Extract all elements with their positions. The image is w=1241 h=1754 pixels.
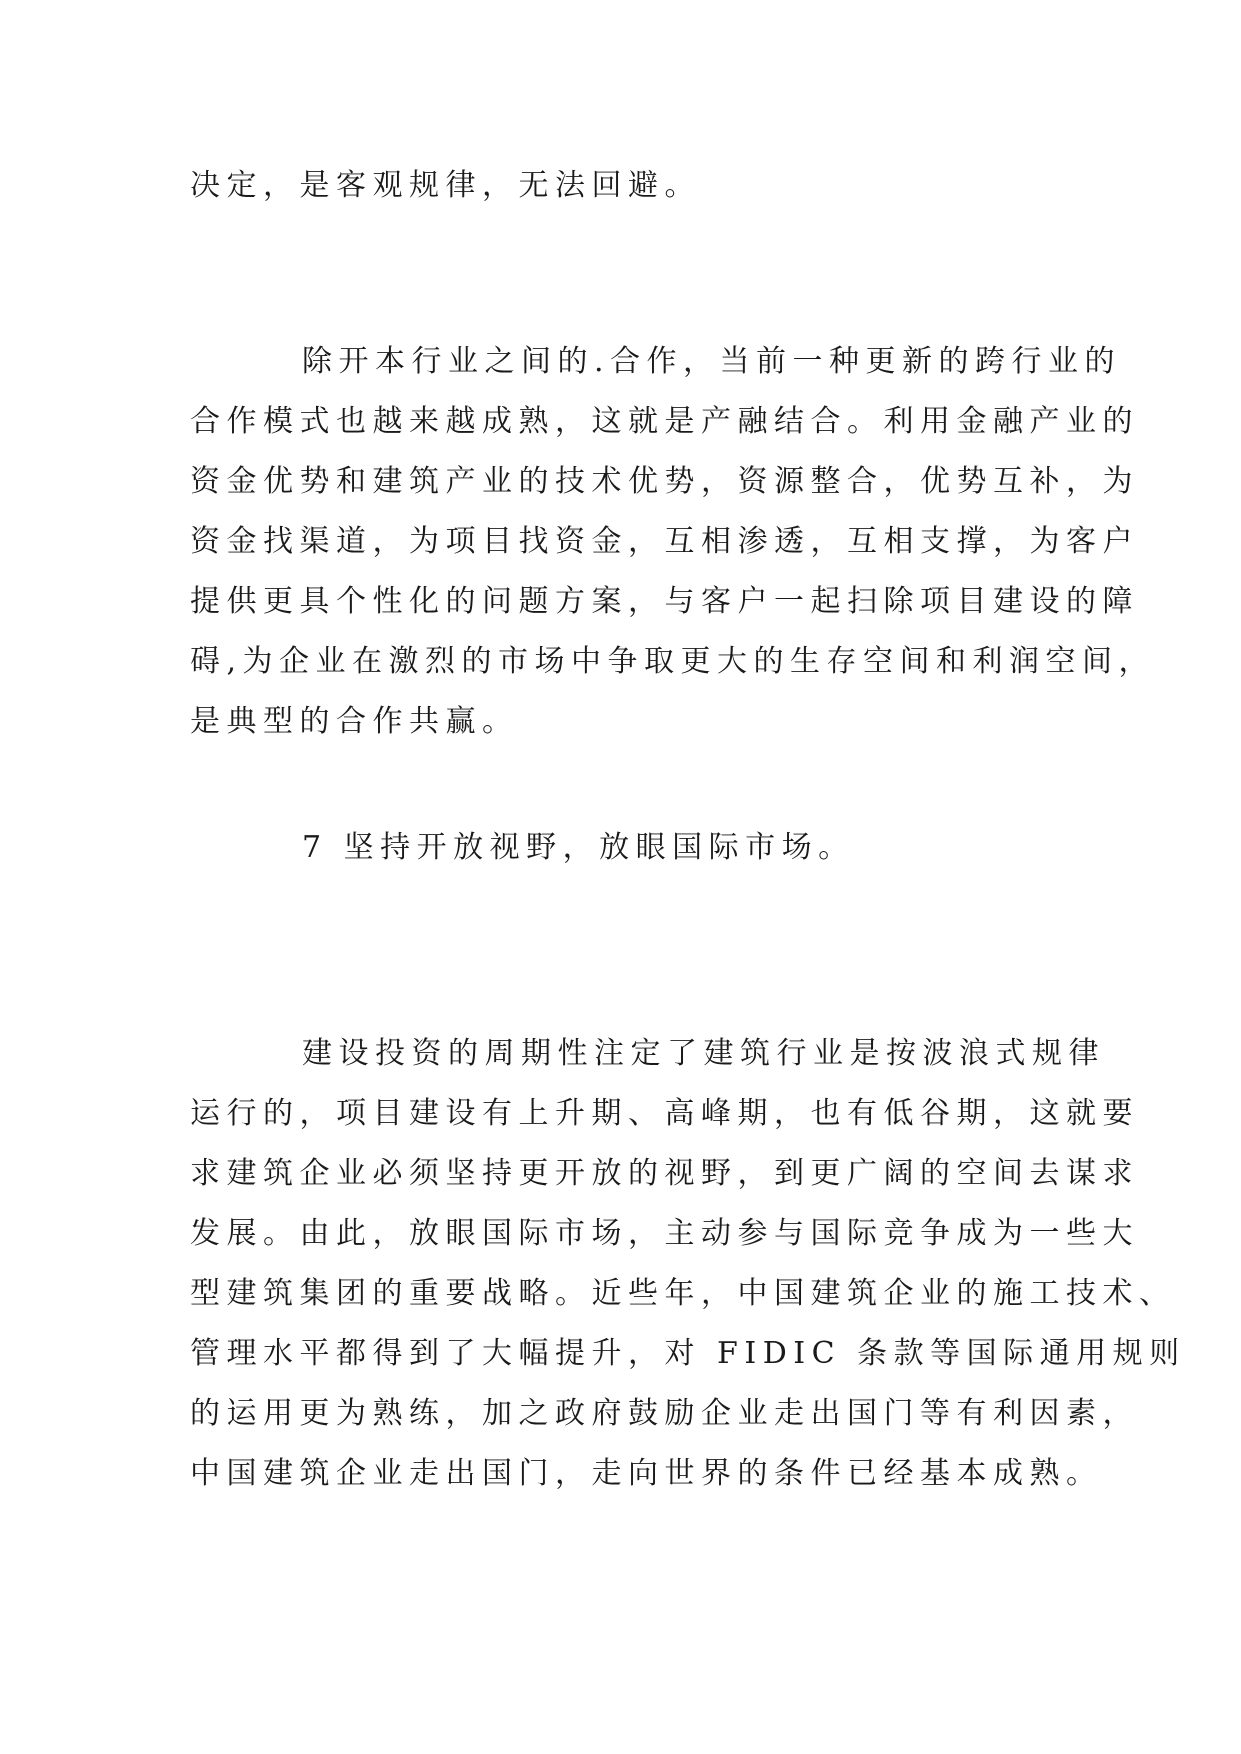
text-line: 决定，是客观规律，无法回避。 [190, 168, 701, 203]
text-line: 管理水平都得到了大幅提升，对 FIDIC 条款等国际通用规则 [190, 1336, 1186, 1371]
text-line: 提供更具个性化的问题方案，与客户一起扫除项目建设的障 [190, 584, 1139, 619]
paragraph-international-market [190, 1024, 1186, 1504]
text-line: 运行的，项目建设有上升期、高峰期，也有低谷期，这就要 [190, 1096, 1139, 1131]
text-line: 资金找渠道，为项目找资金，互相渗透，互相支撑，为客户 [190, 524, 1139, 559]
text-line: 的运用更为熟练，加之政府鼓励企业走出国门等有利因素， [190, 1396, 1139, 1431]
text-line: 发展。由此，放眼国际市场，主动参与国际竞争成为一些大 [190, 1216, 1139, 1251]
text-line: 建设投资的周期性注定了建筑行业是按波浪式规律 [302, 1036, 1105, 1071]
text-line: 求建筑企业必须坚持更开放的视野，到更广阔的空间去谋求 [190, 1156, 1139, 1191]
heading-text: 7 坚持开放视野，放眼国际市场。 [302, 830, 855, 865]
text-line: 合作模式也越来越成熟，这就是产融结合。利用金融产业的 [190, 404, 1139, 439]
text-line: 除开本行业之间的.合作，当前一种更新的跨行业的 [302, 344, 1122, 379]
paragraph-continuation [190, 156, 1070, 216]
section-heading [190, 818, 1070, 878]
text-line: 型建筑集团的重要战略。近些年，中国建筑企业的施工技术、 [190, 1276, 1176, 1311]
text-line: 资金优势和建筑产业的技术优势，资源整合，优势互补，为 [190, 464, 1139, 499]
paragraph-industry-finance-cooperation [190, 332, 1156, 752]
text-line: 中国建筑企业走出国门，走向世界的条件已经基本成熟。 [190, 1456, 1103, 1491]
text-line: 碍,为企业在激烈的市场中争取更大的生存空间和利润空间， [190, 644, 1156, 679]
text-line: 是典型的合作共赢。 [190, 704, 519, 739]
